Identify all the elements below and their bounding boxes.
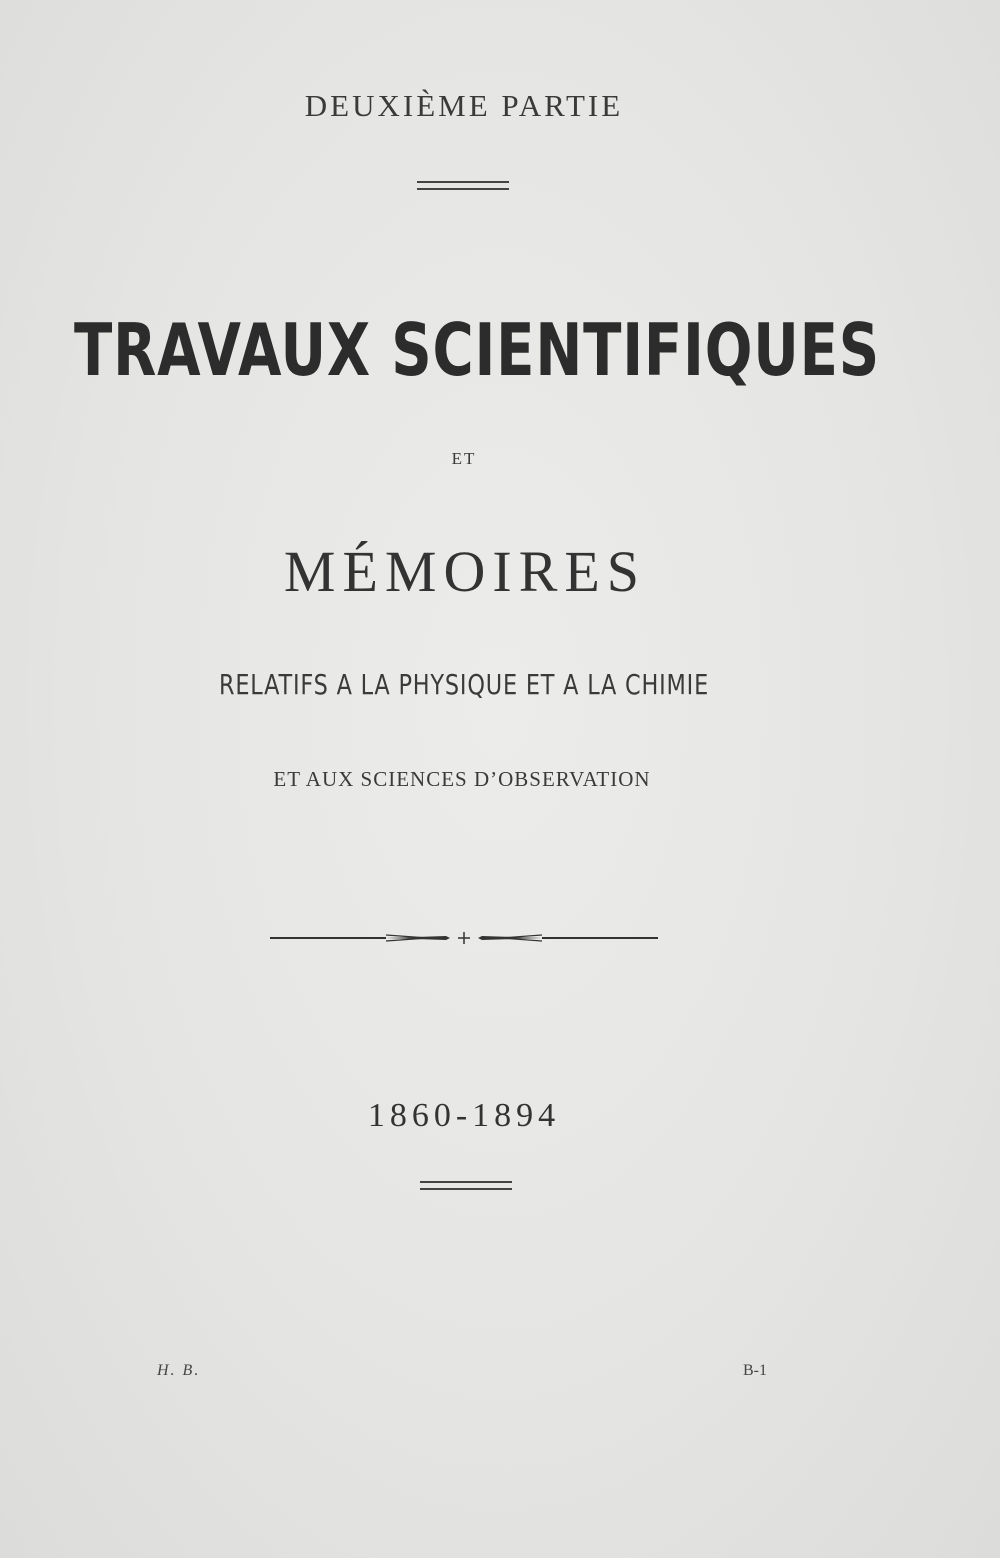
date-range: 1860-1894 [367, 1097, 561, 1134]
part-heading: DEUXIÈME PARTIE [304, 88, 624, 123]
title-conjunction: ET [451, 449, 477, 468]
main-title: TRAVAUX SCIENTIFIQUES [74, 308, 880, 392]
subtitle-line-2: ET AUX SCIENCES D’OBSERVATION [273, 767, 651, 791]
second-title: MÉMOIRES [283, 539, 647, 604]
ornamental-divider [268, 923, 660, 953]
subtitle-line-1: RELATIFS A LA PHYSIQUE ET A LA CHIMIE [218, 668, 710, 701]
double-rule-divider [417, 181, 509, 190]
double-rule-divider-bottom [420, 1181, 512, 1190]
footer-signature-mark: B-1 [743, 1362, 767, 1379]
footer-initials: H. B. [157, 1362, 201, 1379]
